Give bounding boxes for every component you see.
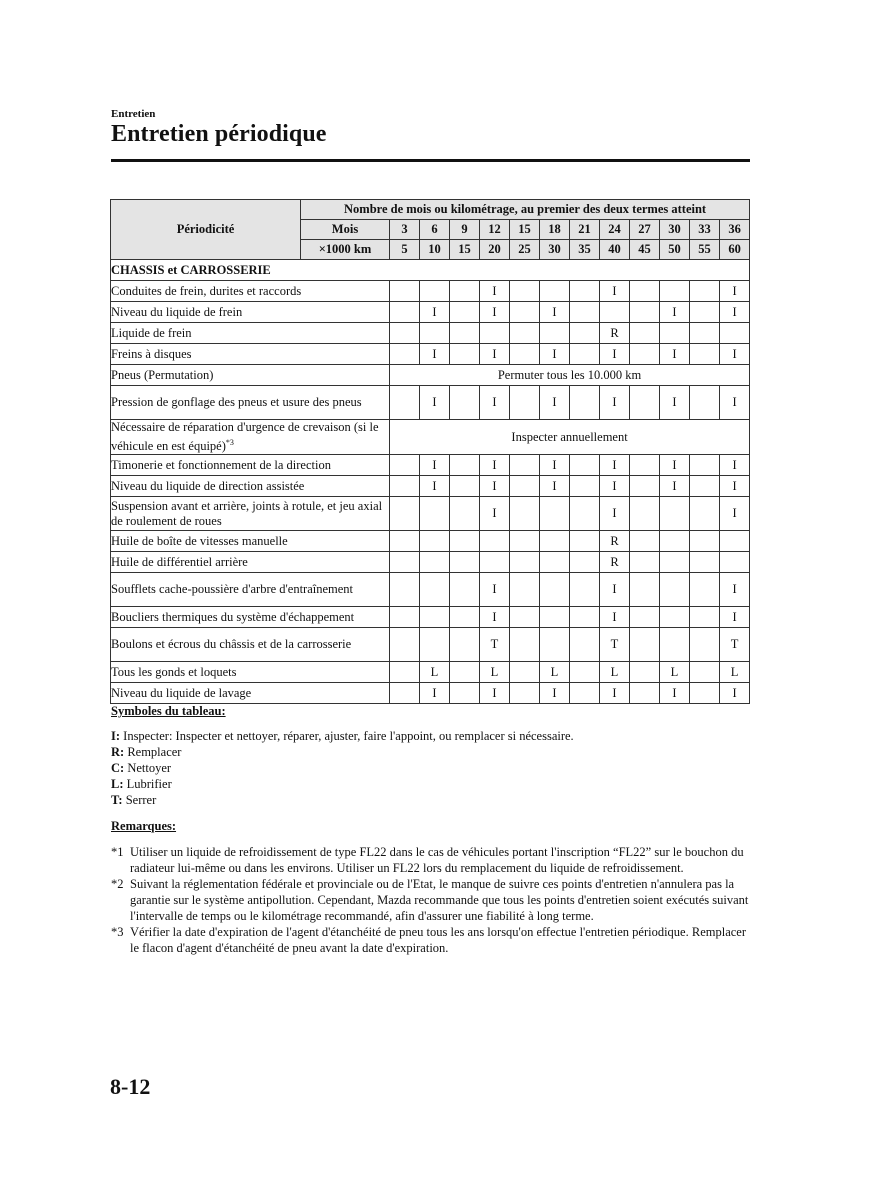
- interval-cell: [720, 552, 750, 573]
- notes-section: [111, 703, 751, 956]
- interval-cell: R: [600, 552, 630, 573]
- interval-cell: [480, 552, 510, 573]
- interval-cell: [390, 628, 420, 662]
- interval-cell: [390, 573, 420, 607]
- interval-cell: [540, 607, 570, 628]
- row-label-text: Nécessaire de réparation d'urgence de crevaison (si le véhicule en est équipé): [111, 420, 379, 453]
- interval-cell: I: [540, 344, 570, 365]
- interval-cell: I: [600, 607, 630, 628]
- interval-cell: [450, 455, 480, 476]
- interval-cell: [540, 281, 570, 302]
- interval-cell: [540, 628, 570, 662]
- table-row: [111, 662, 750, 683]
- interval-cell: I: [600, 683, 630, 704]
- interval-cell: [420, 552, 450, 573]
- interval-cell: I: [420, 302, 450, 323]
- interval-cell: I: [600, 497, 630, 531]
- table-row: [111, 628, 750, 662]
- interval-cell: [450, 323, 480, 344]
- interval-cell: [660, 628, 690, 662]
- row-label: [111, 552, 390, 573]
- symbol-key: I:: [111, 729, 121, 743]
- interval-cell: [690, 683, 720, 704]
- km-label: ×1000 km: [301, 240, 390, 260]
- interval-cell: [630, 344, 660, 365]
- title-divider: [111, 159, 750, 162]
- interval-cell: I: [480, 302, 510, 323]
- row-label-text: Boucliers thermiques du système d'échappement: [111, 609, 355, 624]
- interval-cell: [630, 476, 660, 497]
- km-header: 40: [600, 240, 630, 260]
- interval-cell: T: [720, 628, 750, 662]
- interval-cell: I: [720, 344, 750, 365]
- interval-cell: I: [660, 344, 690, 365]
- row-label: [111, 323, 390, 344]
- interval-cell: L: [540, 662, 570, 683]
- remark-number: *3: [111, 925, 124, 939]
- interval-cell: I: [720, 281, 750, 302]
- interval-cell: [390, 386, 420, 420]
- table-row: [111, 281, 750, 302]
- km-header: 20: [480, 240, 510, 260]
- km-header: 35: [570, 240, 600, 260]
- row-label: [111, 281, 390, 302]
- interval-cell: I: [660, 683, 690, 704]
- interval-cell: [480, 531, 510, 552]
- interval-cell: I: [600, 476, 630, 497]
- interval-cell: [540, 497, 570, 531]
- row-label: [111, 344, 390, 365]
- interval-cell: [510, 683, 540, 704]
- interval-cell: [420, 628, 450, 662]
- interval-cell: [660, 531, 690, 552]
- interval-cell: I: [600, 455, 630, 476]
- interval-cell: [390, 302, 420, 323]
- footnote-ref: *3: [225, 438, 234, 447]
- symbol-key: R:: [111, 745, 125, 759]
- interval-cell: I: [420, 344, 450, 365]
- interval-cell: I: [480, 683, 510, 704]
- interval-cell: [450, 662, 480, 683]
- km-header: 60: [720, 240, 750, 260]
- interval-cell: L: [720, 662, 750, 683]
- interval-cell: I: [420, 476, 450, 497]
- table-row: [111, 365, 750, 386]
- interval-cell: [570, 323, 600, 344]
- row-label: [111, 476, 390, 497]
- interval-cell: [510, 476, 540, 497]
- interval-cell: T: [600, 628, 630, 662]
- interval-cell: [420, 281, 450, 302]
- symbols-heading: Symboles du tableau:: [111, 704, 226, 718]
- interval-cell: [420, 323, 450, 344]
- row-label: [111, 662, 390, 683]
- interval-cell: [390, 455, 420, 476]
- km-header: 55: [690, 240, 720, 260]
- interval-cell: [420, 573, 450, 607]
- interval-cell: I: [480, 281, 510, 302]
- month-header: 6: [420, 220, 450, 240]
- symbol-key: L:: [111, 777, 124, 791]
- interval-cell: [450, 573, 480, 607]
- symbol-text: Lubrifier: [123, 777, 172, 791]
- row-label: [111, 455, 390, 476]
- interval-cell: I: [720, 573, 750, 607]
- interval-cell: I: [540, 476, 570, 497]
- interval-cell: [450, 607, 480, 628]
- row-label: [111, 531, 390, 552]
- interval-cell: [390, 662, 420, 683]
- interval-cell: [600, 302, 630, 323]
- interval-cell: [570, 573, 600, 607]
- interval-cell: [390, 344, 420, 365]
- row-label-text: Liquide de frein: [111, 325, 192, 340]
- row-label-text: Timonerie et fonctionnement de la direction: [111, 457, 331, 472]
- row-label-text: Soufflets cache-poussière d'arbre d'entraînement: [111, 582, 354, 596]
- interval-cell: I: [480, 573, 510, 607]
- interval-cell: [390, 323, 420, 344]
- interval-cell: I: [720, 607, 750, 628]
- interval-cell: I: [600, 573, 630, 607]
- table-row: [111, 302, 750, 323]
- row-label-text: Boulons et écrous du châssis et de la carrosserie: [111, 637, 352, 651]
- interval-cell: [510, 344, 540, 365]
- interval-cell: [510, 302, 540, 323]
- remark-number: *2: [111, 877, 124, 891]
- interval-cell: R: [600, 323, 630, 344]
- row-label: [111, 365, 390, 386]
- month-header: 27: [630, 220, 660, 240]
- interval-cell: I: [480, 607, 510, 628]
- remarks-heading: Remarques:: [111, 819, 177, 833]
- symbol-item: [111, 776, 751, 792]
- interval-cell: [660, 552, 690, 573]
- interval-cell: [630, 497, 660, 531]
- interval-note: Permuter tous les 10.000 km: [390, 365, 750, 386]
- interval-cell: I: [480, 497, 510, 531]
- remark-item: [111, 924, 751, 956]
- interval-cell: [690, 573, 720, 607]
- row-label: [111, 628, 390, 662]
- remark-item: [111, 876, 751, 924]
- interval-cell: I: [600, 281, 630, 302]
- interval-cell: [420, 531, 450, 552]
- interval-cell: [390, 531, 420, 552]
- row-label: [111, 302, 390, 323]
- interval-cell: [390, 497, 420, 531]
- interval-cell: [510, 455, 540, 476]
- row-label: [111, 386, 390, 420]
- interval-cell: [630, 552, 660, 573]
- section-label: Entretien: [111, 108, 156, 120]
- section-heading: CHASSIS et CARROSSERIE: [111, 260, 750, 281]
- interval-cell: [510, 531, 540, 552]
- table-row: [111, 683, 750, 704]
- interval-cell: [450, 281, 480, 302]
- interval-cell: [510, 628, 540, 662]
- interval-cell: [510, 323, 540, 344]
- interval-cell: [390, 607, 420, 628]
- interval-cell: I: [480, 455, 510, 476]
- interval-cell: I: [540, 683, 570, 704]
- interval-cell: I: [600, 386, 630, 420]
- row-label-text: Suspension avant et arrière, joints à rotule, et jeu axial de roulement de roues: [111, 498, 383, 528]
- symbol-text: Nettoyer: [124, 761, 172, 775]
- table-row: [111, 476, 750, 497]
- table-row: [111, 552, 750, 573]
- symbol-key: C:: [111, 761, 125, 775]
- interval-cell: [390, 552, 420, 573]
- row-label: [111, 420, 390, 455]
- interval-cell: [570, 344, 600, 365]
- interval-cell: I: [720, 497, 750, 531]
- interval-cell: [570, 552, 600, 573]
- row-label-text: Huile de boîte de vitesses manuelle: [111, 533, 288, 548]
- interval-span-header: Nombre de mois ou kilométrage, au premier des deux termes atteint: [301, 200, 750, 220]
- km-header: 15: [450, 240, 480, 260]
- interval-cell: [540, 531, 570, 552]
- interval-cell: I: [420, 386, 450, 420]
- interval-cell: [690, 323, 720, 344]
- interval-cell: [690, 344, 720, 365]
- month-header: 36: [720, 220, 750, 240]
- interval-cell: [570, 281, 600, 302]
- interval-cell: [570, 683, 600, 704]
- interval-cell: [720, 323, 750, 344]
- interval-cell: [630, 607, 660, 628]
- symbol-text: Remplacer: [124, 745, 182, 759]
- row-label: [111, 607, 390, 628]
- table-row: [111, 344, 750, 365]
- interval-cell: [690, 531, 720, 552]
- month-header: 9: [450, 220, 480, 240]
- interval-cell: I: [420, 683, 450, 704]
- interval-cell: [660, 573, 690, 607]
- interval-cell: [630, 531, 660, 552]
- interval-cell: [690, 455, 720, 476]
- interval-cell: [450, 302, 480, 323]
- km-header: 25: [510, 240, 540, 260]
- interval-cell: [450, 386, 480, 420]
- interval-cell: [630, 662, 660, 683]
- interval-cell: [660, 497, 690, 531]
- remark-text: Vérifier la date d'expiration de l'agent d'étanchéité de pneu tous les ans lorsqu'on effectue l'entretien périodique. Remplacer le flacon d'agent d'étanchéité de pneu avant la date d'expiration.: [130, 925, 746, 955]
- interval-cell: [630, 573, 660, 607]
- interval-cell: I: [660, 302, 690, 323]
- row-label-text: Freins à disques: [111, 346, 192, 361]
- remark-number: *1: [111, 845, 124, 859]
- interval-cell: [390, 683, 420, 704]
- interval-cell: [690, 476, 720, 497]
- interval-cell: [690, 628, 720, 662]
- table-row: [111, 531, 750, 552]
- interval-cell: I: [720, 455, 750, 476]
- page-title: Entretien périodique: [111, 121, 327, 147]
- month-header: 30: [660, 220, 690, 240]
- interval-cell: I: [720, 683, 750, 704]
- interval-cell: I: [540, 455, 570, 476]
- interval-cell: [450, 531, 480, 552]
- interval-cell: I: [480, 386, 510, 420]
- interval-cell: I: [660, 455, 690, 476]
- interval-cell: [450, 683, 480, 704]
- month-header: 3: [390, 220, 420, 240]
- interval-cell: [660, 323, 690, 344]
- interval-cell: I: [720, 386, 750, 420]
- interval-cell: [450, 497, 480, 531]
- interval-cell: [570, 628, 600, 662]
- row-label-text: Conduites de frein, durites et raccords: [111, 283, 302, 298]
- table-row: [111, 386, 750, 420]
- symbol-item: [111, 728, 751, 744]
- row-label-text: Niveau du liquide de lavage: [111, 685, 252, 700]
- symbol-key: T:: [111, 793, 123, 807]
- interval-cell: I: [480, 344, 510, 365]
- symbol-text: Inspecter: Inspecter et nettoyer, réparer, ajuster, faire l'appoint, ou remplacer si nécessaire.: [120, 729, 574, 743]
- interval-cell: [690, 662, 720, 683]
- interval-cell: [570, 531, 600, 552]
- table-row: [111, 573, 750, 607]
- maintenance-table: [110, 199, 750, 704]
- table-row: [111, 497, 750, 531]
- interval-cell: [510, 386, 540, 420]
- km-header: 5: [390, 240, 420, 260]
- interval-cell: I: [600, 344, 630, 365]
- km-header: 50: [660, 240, 690, 260]
- row-label: [111, 497, 390, 531]
- km-header: 30: [540, 240, 570, 260]
- month-header: 15: [510, 220, 540, 240]
- interval-cell: [540, 573, 570, 607]
- interval-cell: [510, 607, 540, 628]
- interval-cell: [630, 455, 660, 476]
- row-label-text: Pneus (Permutation): [111, 367, 214, 382]
- interval-cell: [630, 628, 660, 662]
- interval-cell: [510, 552, 540, 573]
- symbols-list: [111, 728, 751, 808]
- table-row: [111, 420, 750, 455]
- interval-cell: [450, 344, 480, 365]
- interval-cell: [390, 281, 420, 302]
- interval-cell: [390, 476, 420, 497]
- interval-cell: [570, 497, 600, 531]
- interval-cell: [480, 323, 510, 344]
- months-label: Mois: [301, 220, 390, 240]
- interval-cell: I: [420, 455, 450, 476]
- interval-cell: R: [600, 531, 630, 552]
- interval-note: Inspecter annuellement: [390, 420, 750, 455]
- row-label-text: Pression de gonflage des pneus et usure des pneus: [111, 395, 362, 409]
- table-row: [111, 323, 750, 344]
- table-row: [111, 607, 750, 628]
- interval-cell: [450, 476, 480, 497]
- page-number: 8-12: [110, 1074, 151, 1099]
- row-label: [111, 573, 390, 607]
- interval-cell: [690, 497, 720, 531]
- interval-cell: L: [420, 662, 450, 683]
- interval-cell: [570, 386, 600, 420]
- month-header: 21: [570, 220, 600, 240]
- interval-cell: [660, 281, 690, 302]
- interval-cell: [570, 302, 600, 323]
- row-label-text: Niveau du liquide de frein: [111, 304, 243, 319]
- interval-cell: I: [660, 386, 690, 420]
- interval-cell: L: [480, 662, 510, 683]
- symbol-item: [111, 760, 751, 776]
- periodicity-header: Périodicité: [111, 200, 301, 260]
- interval-cell: [630, 323, 660, 344]
- interval-cell: [690, 386, 720, 420]
- symbol-item: [111, 744, 751, 760]
- symbol-item: [111, 792, 751, 808]
- remark-text: Utiliser un liquide de refroidissement de type FL22 dans le cas de véhicules portant l'inscription “FL22” sur le bouchon du radiateur lui-même ou dans les environs. Utiliser un FL22 lors du remplacement du liquide de refroidissement.: [130, 845, 744, 875]
- interval-cell: [570, 662, 600, 683]
- remarks-list: [111, 844, 751, 956]
- interval-cell: [630, 302, 660, 323]
- table-row: [111, 455, 750, 476]
- interval-cell: [630, 683, 660, 704]
- interval-cell: I: [480, 476, 510, 497]
- interval-cell: L: [660, 662, 690, 683]
- month-header: 24: [600, 220, 630, 240]
- interval-cell: [540, 552, 570, 573]
- interval-cell: [540, 323, 570, 344]
- interval-cell: [570, 476, 600, 497]
- remark-text: Suivant la réglementation fédérale et provinciale ou de l'Etat, le manque de suivre ces points d'entretien n'annulera pas la garantie sur le système antipollution. Cependant, Mazda recommande que tous les points d'entretien soient exécutés suivant l'intervalle de temps ou le kilométrage recommandé, afin d'assurer une fiabilité à long terme.: [130, 877, 749, 923]
- row-label-text: Niveau du liquide de direction assistée: [111, 478, 305, 493]
- remark-item: [111, 844, 751, 876]
- interval-cell: [570, 455, 600, 476]
- interval-cell: [420, 497, 450, 531]
- interval-cell: [690, 281, 720, 302]
- interval-cell: [450, 552, 480, 573]
- interval-cell: [720, 531, 750, 552]
- month-header: 18: [540, 220, 570, 240]
- month-header: 12: [480, 220, 510, 240]
- interval-cell: [690, 552, 720, 573]
- interval-cell: [570, 607, 600, 628]
- interval-cell: I: [540, 302, 570, 323]
- interval-cell: I: [540, 386, 570, 420]
- row-label-text: Tous les gonds et loquets: [111, 664, 237, 679]
- interval-cell: T: [480, 628, 510, 662]
- interval-cell: [450, 628, 480, 662]
- interval-cell: [420, 607, 450, 628]
- interval-cell: [510, 497, 540, 531]
- interval-cell: [510, 573, 540, 607]
- interval-cell: L: [600, 662, 630, 683]
- interval-cell: I: [720, 476, 750, 497]
- row-label-text: Huile de différentiel arrière: [111, 554, 248, 569]
- interval-cell: [510, 281, 540, 302]
- interval-cell: [510, 662, 540, 683]
- interval-cell: I: [660, 476, 690, 497]
- interval-cell: [690, 302, 720, 323]
- km-header: 45: [630, 240, 660, 260]
- interval-cell: [630, 281, 660, 302]
- interval-cell: [690, 607, 720, 628]
- row-label: [111, 683, 390, 704]
- interval-cell: [660, 607, 690, 628]
- interval-cell: [630, 386, 660, 420]
- symbol-text: Serrer: [122, 793, 157, 807]
- month-header: 33: [690, 220, 720, 240]
- interval-cell: I: [720, 302, 750, 323]
- km-header: 10: [420, 240, 450, 260]
